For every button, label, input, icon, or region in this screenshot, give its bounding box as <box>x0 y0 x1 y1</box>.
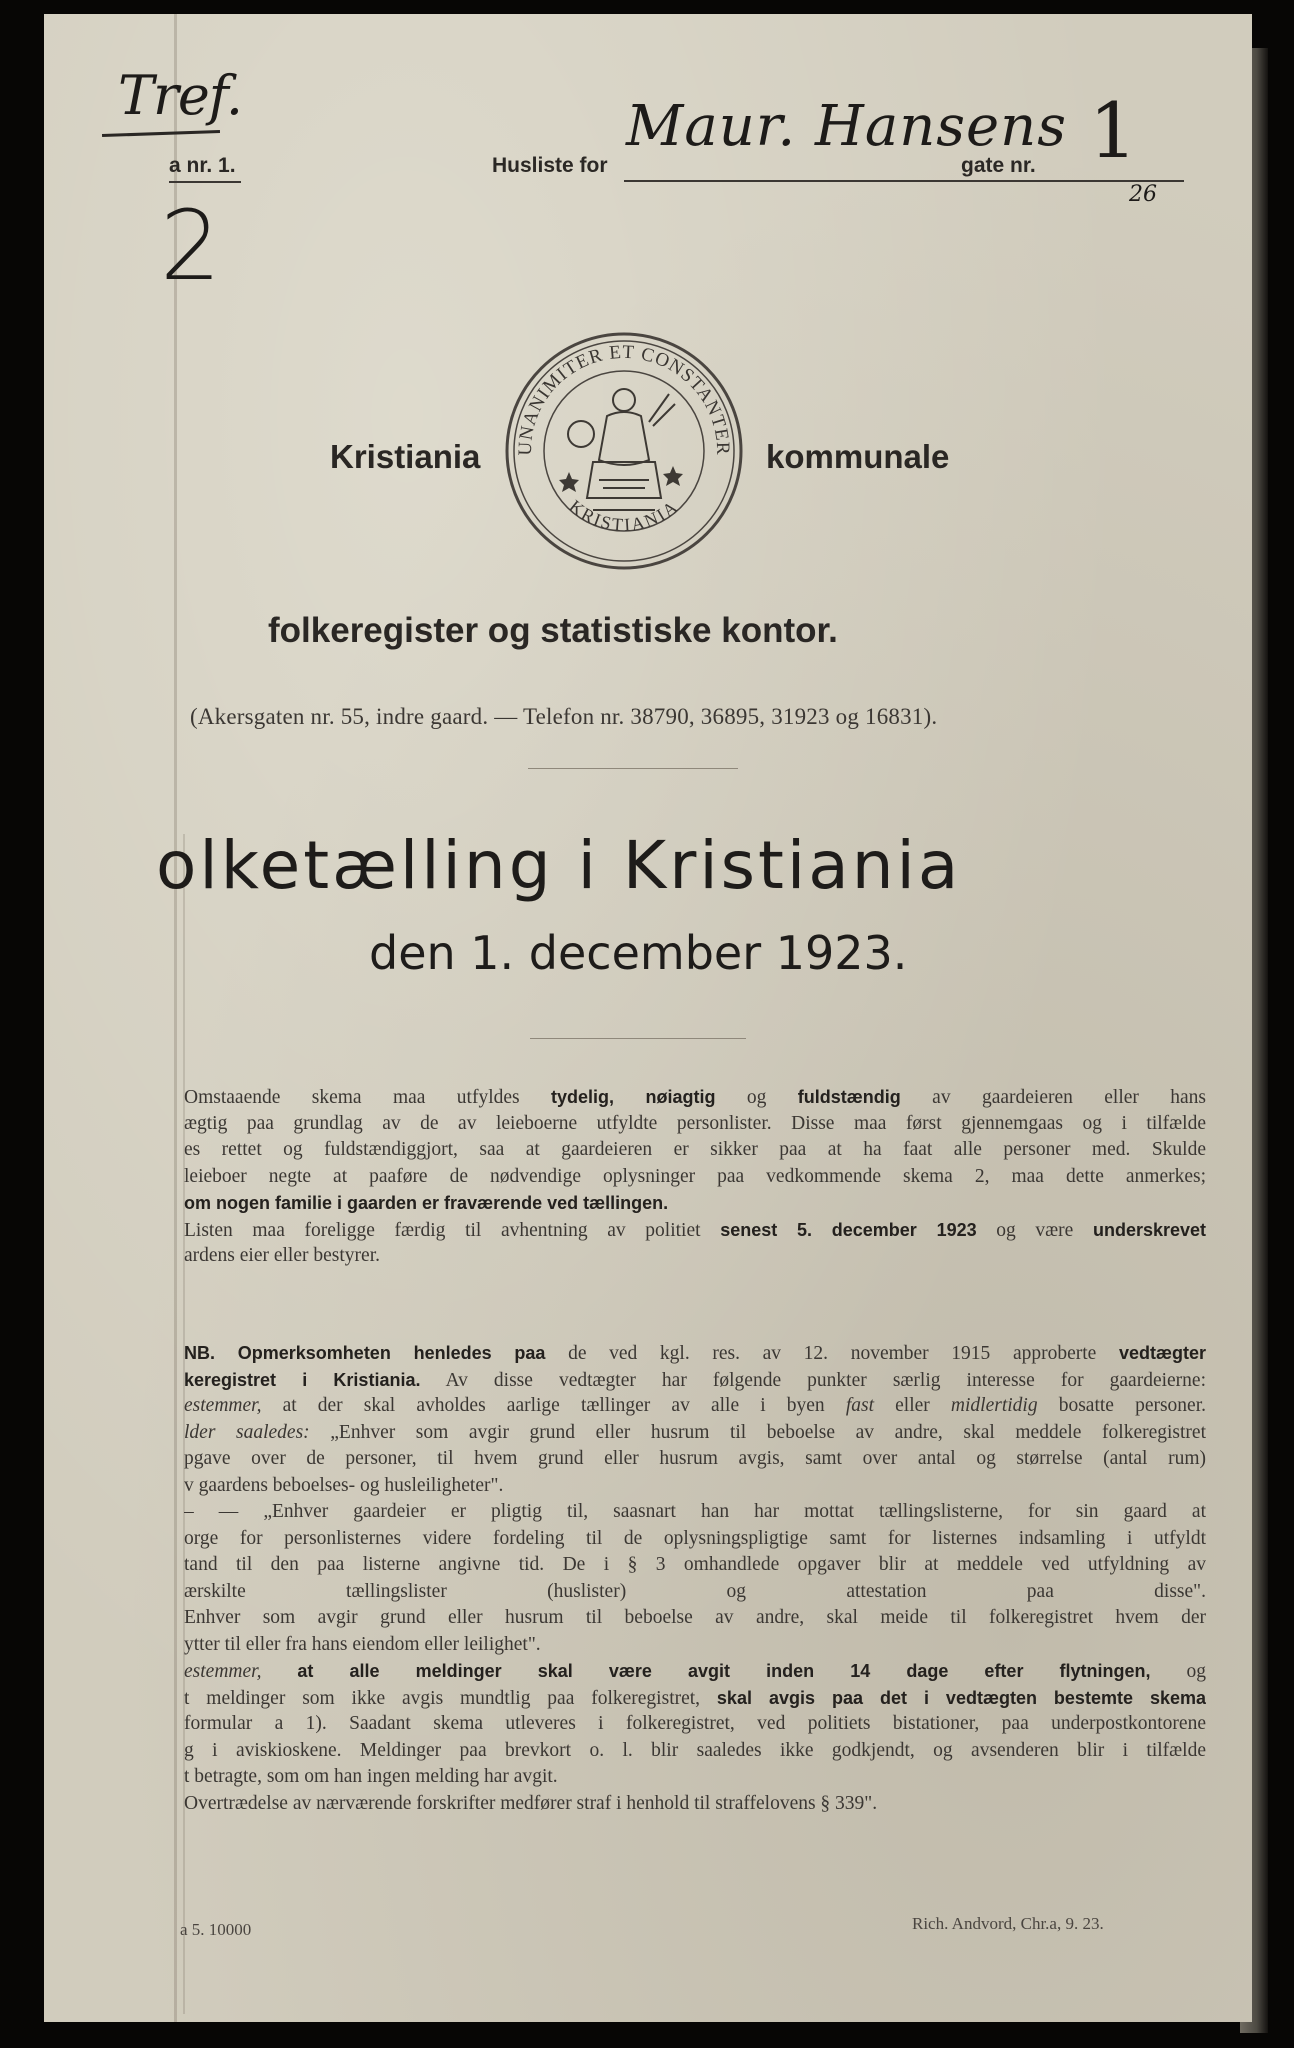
instructions-paragraph-1 <box>184 1084 1206 1270</box>
text-line <box>184 1217 1206 1244</box>
text-run: og være <box>976 1219 1093 1241</box>
text-line <box>184 1685 1206 1712</box>
bold-text-run: skal avgis paa det i vedtægten bestemte skema <box>716 1687 1206 1708</box>
text-run: Av disse vedtægter har følgende punkter særlig interesse for gaardeierne: <box>420 1369 1206 1391</box>
italic-text-run: fast <box>845 1395 874 1416</box>
seal-city: KRISTIANIA <box>565 495 683 535</box>
italic-text-run: midlertidig <box>950 1395 1038 1416</box>
text-line <box>184 1137 1206 1164</box>
text-line <box>184 1111 1206 1138</box>
text-run: orge for personlisternes videre fordeling til de oplysningspligtige samt for listernes indsamling i utfyldt <box>184 1527 1206 1549</box>
divider <box>528 768 738 769</box>
text-line <box>184 1711 1206 1738</box>
city-seal <box>503 330 745 572</box>
divider <box>530 1038 746 1039</box>
office-address: (Akersgaten nr. 55, indre gaard. — Telefon nr. 38790, 36895, 31923 og 16831). <box>190 704 938 729</box>
text-line <box>184 1605 1206 1632</box>
handwritten-number: 2 <box>160 190 222 302</box>
office-title: folkeregister og statistiske kontor. <box>268 611 838 650</box>
svg-text:UNANIMITER ET CONSTANTER <box>515 342 733 456</box>
form-number-underline <box>169 181 241 183</box>
text-run: „Enhver som avgir grund eller husrum til beboelse av andre, skal meddele folkeregistret <box>309 1421 1206 1443</box>
bold-text-run: NB. Opmerksomheten henledes paa <box>184 1343 546 1363</box>
text-run: Listen maa foreligge færdig til avhentning av politiet <box>184 1219 721 1241</box>
italic-text-run: lder saaledes: <box>184 1421 310 1443</box>
bold-text-run: underskrevet <box>1092 1219 1206 1240</box>
tref-underline <box>102 130 220 137</box>
text-run: leieboer negte at paaføre de nødvendige oplysninger paa vedkommende skema 2, maa dette anmerkes; <box>184 1165 1206 1187</box>
text-run: t betragte, som om han ingen melding har avgit. <box>184 1766 558 1787</box>
text-run: de ved kgl. res. av 12. november 1915 approberte <box>545 1343 1119 1364</box>
text-run: – — „Enhver gaardeier er pligtig til, saasnart han har mottat tællingslisterne, for sin gaard at <box>184 1501 1206 1522</box>
text-line <box>184 1499 1206 1526</box>
text-line <box>184 1164 1206 1191</box>
office-left-word: Kristiania <box>330 438 481 475</box>
text-run: Overtrædelse av nærværende forskrifter medfører straf i henhold til straffelovens § 339". <box>184 1792 878 1814</box>
text-line <box>184 1658 1206 1685</box>
bold-text-run: keregistret i Kristiania. <box>184 1369 421 1390</box>
bold-text-run: tydelig, nøiagtig <box>551 1087 716 1107</box>
text-line <box>184 1084 1206 1111</box>
italic-text-run: estemmer, <box>184 1395 262 1416</box>
text-line <box>184 1243 1206 1270</box>
text-line <box>184 1393 1206 1420</box>
form-number: a nr. 1. <box>169 154 236 177</box>
text-line <box>184 1552 1206 1579</box>
text-line <box>184 1446 1206 1473</box>
text-line <box>184 1764 1206 1791</box>
printer-imprint: Rich. Andvord, Chr.a, 9. 23. <box>912 1914 1104 1933</box>
text-run: ardens eier eller bestyrer. <box>184 1245 380 1266</box>
text-line <box>184 1791 1206 1818</box>
text-run: bosatte personer. <box>1037 1395 1206 1416</box>
text-run: formular a 1). Saadant skema utleveres i folkeregistret, ved politiets bistationer, paa underpostkontorene <box>184 1713 1206 1734</box>
gate-number-handwritten: 1 <box>1089 86 1138 175</box>
text-line <box>184 1526 1206 1553</box>
header-underline <box>624 180 1184 182</box>
census-date: den 1. december 1923. <box>369 926 908 980</box>
text-line <box>184 1738 1206 1765</box>
text-run: tand til den paa listerne angivne tid. De i § 3 omhandlede opgaver blir at meddele ved utfyldning av <box>184 1554 1206 1575</box>
print-run: a 5. 10000 <box>180 1920 252 1939</box>
census-title: olketælling i Kristiania <box>156 827 962 904</box>
instructions-paragraph-2 <box>184 1340 1206 1817</box>
text-line <box>184 1190 1206 1217</box>
census-form-page <box>44 14 1252 2022</box>
text-run: Omstaaende skema maa utfyldes <box>184 1087 552 1108</box>
bold-text-run: fuldstændig <box>797 1087 901 1107</box>
text-run: ærskilte tællingslister (huslister) og attestation paa disse". <box>184 1580 1206 1602</box>
seal-motto: UNANIMITER ET CONSTANTER <box>514 341 734 456</box>
text-run <box>261 1661 297 1682</box>
text-run: av gaardeieren eller hans <box>900 1087 1206 1108</box>
office-right-word: kommunale <box>766 438 950 475</box>
text-run: v gaardens beboelses- og husleiligheter". <box>184 1474 504 1496</box>
text-line <box>184 1632 1206 1659</box>
text-run: ægtig paa grundlag av de av leieboerne utfyldte personlister. Disse maa først gjennemgaas og i tilfælde <box>184 1112 1206 1134</box>
husliste-label: Husliste for <box>492 154 608 177</box>
text-run: pgave over de personer, til hvem grund eller husrum avgis, samt over antal og størrelse (antal rum) <box>184 1448 1206 1469</box>
bold-text-run: senest 5. december 1923 <box>720 1219 977 1240</box>
street-name-handwritten: Maur. Hansens <box>626 94 1067 159</box>
text-line <box>184 1579 1206 1606</box>
bold-text-run: om nogen familie i gaarden er fraværende ved tællingen. <box>184 1193 669 1213</box>
text-run: eller <box>874 1395 951 1416</box>
svg-text:KRISTIANIA <box>566 496 683 535</box>
paper-fold <box>174 14 177 2022</box>
text-run: Enhver som avgir grund eller husrum til beboelse av andre, skal meide til folkeregistret hvem der <box>184 1607 1206 1628</box>
text-run: t meldinger som ikke avgis mundtlig paa folkeregistret, <box>184 1687 717 1709</box>
text-line <box>184 1473 1206 1500</box>
text-line <box>184 1340 1206 1367</box>
italic-text-run: estemmer, <box>184 1661 262 1682</box>
text-run: g i aviskioskene. Meldinger paa brevkort o. l. blir saaledes ikke godkjendt, og avsenderen blir i tilfælde <box>184 1739 1206 1761</box>
text-line <box>184 1420 1206 1447</box>
bold-text-run: at alle meldinger skal være avgit inden 14 dage efter flytningen, <box>297 1661 1151 1681</box>
text-run: at der skal avholdes aarlige tællinger av alle i byen <box>261 1395 846 1416</box>
gate-label: gate nr. <box>961 154 1036 177</box>
text-run: og <box>715 1087 798 1108</box>
tref-note: Tref. <box>118 64 243 127</box>
text-run: es rettet og fuldstændiggjort, saa at gaardeieren er sikker paa at ha faat alle personer med. Skulde <box>184 1139 1206 1160</box>
text-line <box>184 1367 1206 1394</box>
text-run: og <box>1150 1661 1206 1682</box>
bold-text-run: vedtægter <box>1118 1343 1206 1363</box>
sub-number-handwritten: 26 <box>1129 182 1157 207</box>
text-run: ytter til eller fra hans eiendom eller leilighet". <box>184 1633 541 1655</box>
